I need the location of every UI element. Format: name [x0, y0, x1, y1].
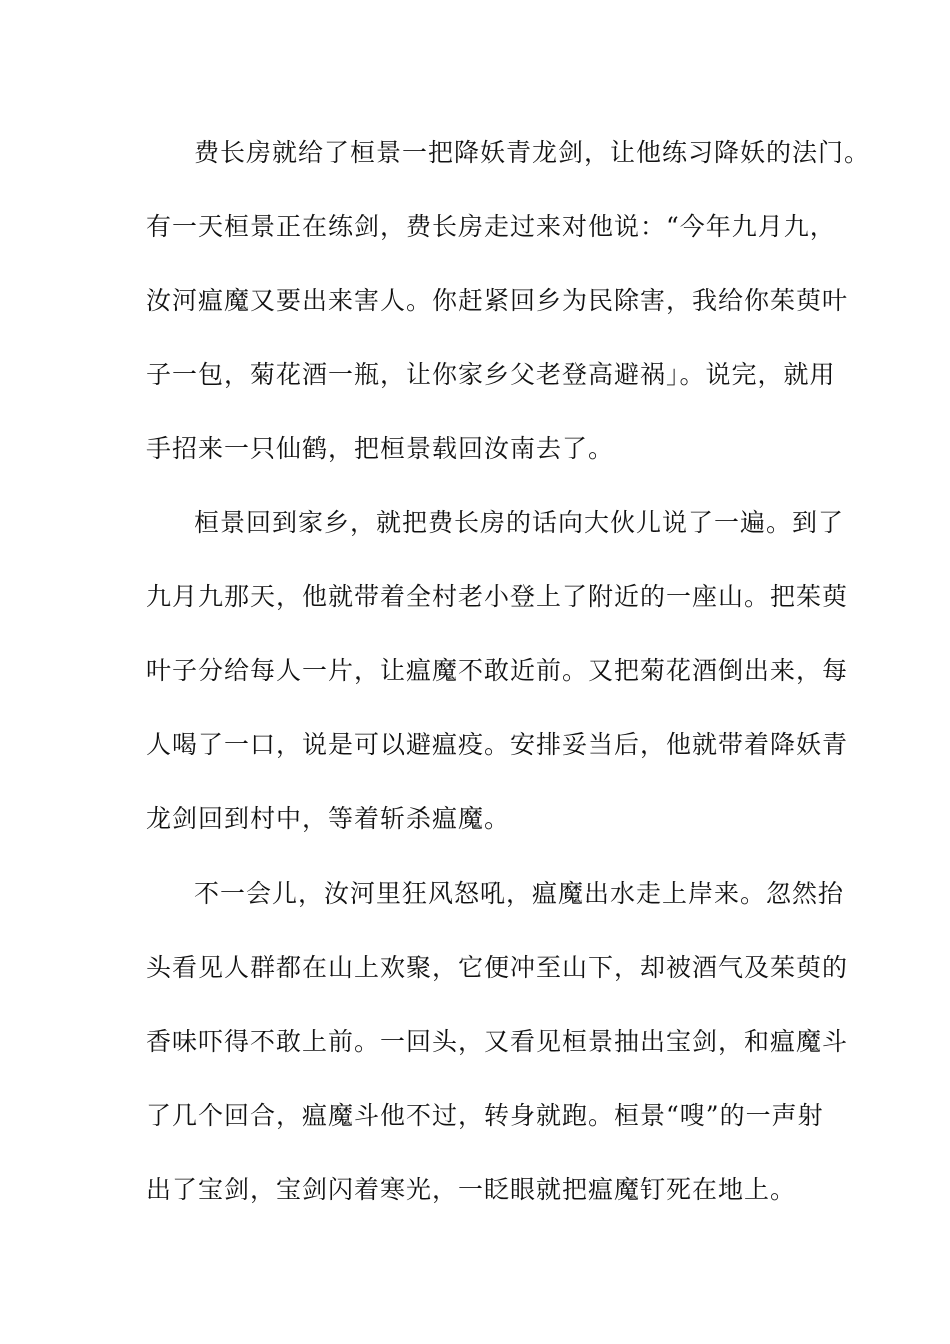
paragraph-3-line-4: 了几个回合，瘟魔斗他不过，转身就跑。桓景“嗖”的一声射 [146, 1101, 824, 1130]
paragraph-2-line-3: 叶子分给每人一片，让瘟魔不敢近前。又把菊花酒倒出来，每 [146, 656, 849, 685]
paragraph-3-line-2: 头看见人群都在山上欢聚，它便冲至山下，却被酒气及茱萸的 [146, 953, 849, 982]
paragraph-1-line-4: 子一包，菊花酒一瓶，让你家乡父老登高避祸」。说完，就用 [146, 360, 836, 389]
paragraph-1-line-3: 汝河瘟魔又要出来害人。你赶紧回乡为民除害，我给你茱萸叶 [146, 286, 849, 315]
paragraph-2-line-4: 人喝了一口，说是可以避瘟疫。安排妥当后，他就带着降妖青 [146, 730, 849, 759]
paragraph-1-line-1: 费长房就给了桓景一把降妖青龙剑，让他练习降妖的法门。 [194, 138, 871, 167]
paragraph-2-line-5: 龙剑回到村中，等着斩杀瘟魔。 [146, 804, 511, 833]
paragraph-3-line-5: 出了宝剑，宝剑闪着寒光，一眨眼就把瘟魔钉死在地上。 [146, 1175, 797, 1204]
paragraph-2-line-2: 九月九那天，他就带着全村老小登上了附近的一座山。把茱萸 [146, 582, 849, 611]
paragraph-2-line-1: 桓景回到家乡，就把费长房的话向大伙儿说了一遍。到了 [194, 508, 845, 537]
paragraph-1-line-5: 手招来一只仙鹤，把桓景载回汝南去了。 [146, 434, 615, 463]
paragraph-1-line-2: 有一天桓景正在练剑，费长房走过来对他说：“今年九月九， [146, 212, 836, 241]
paragraph-3-line-3: 香味吓得不敢上前。一回头，又看见桓景抽出宝剑，和瘟魔斗 [146, 1027, 849, 1056]
paragraph-3-line-1: 不一会儿，汝河里狂风怒吼，瘟魔出水走上岸来。忽然抬 [194, 879, 845, 908]
